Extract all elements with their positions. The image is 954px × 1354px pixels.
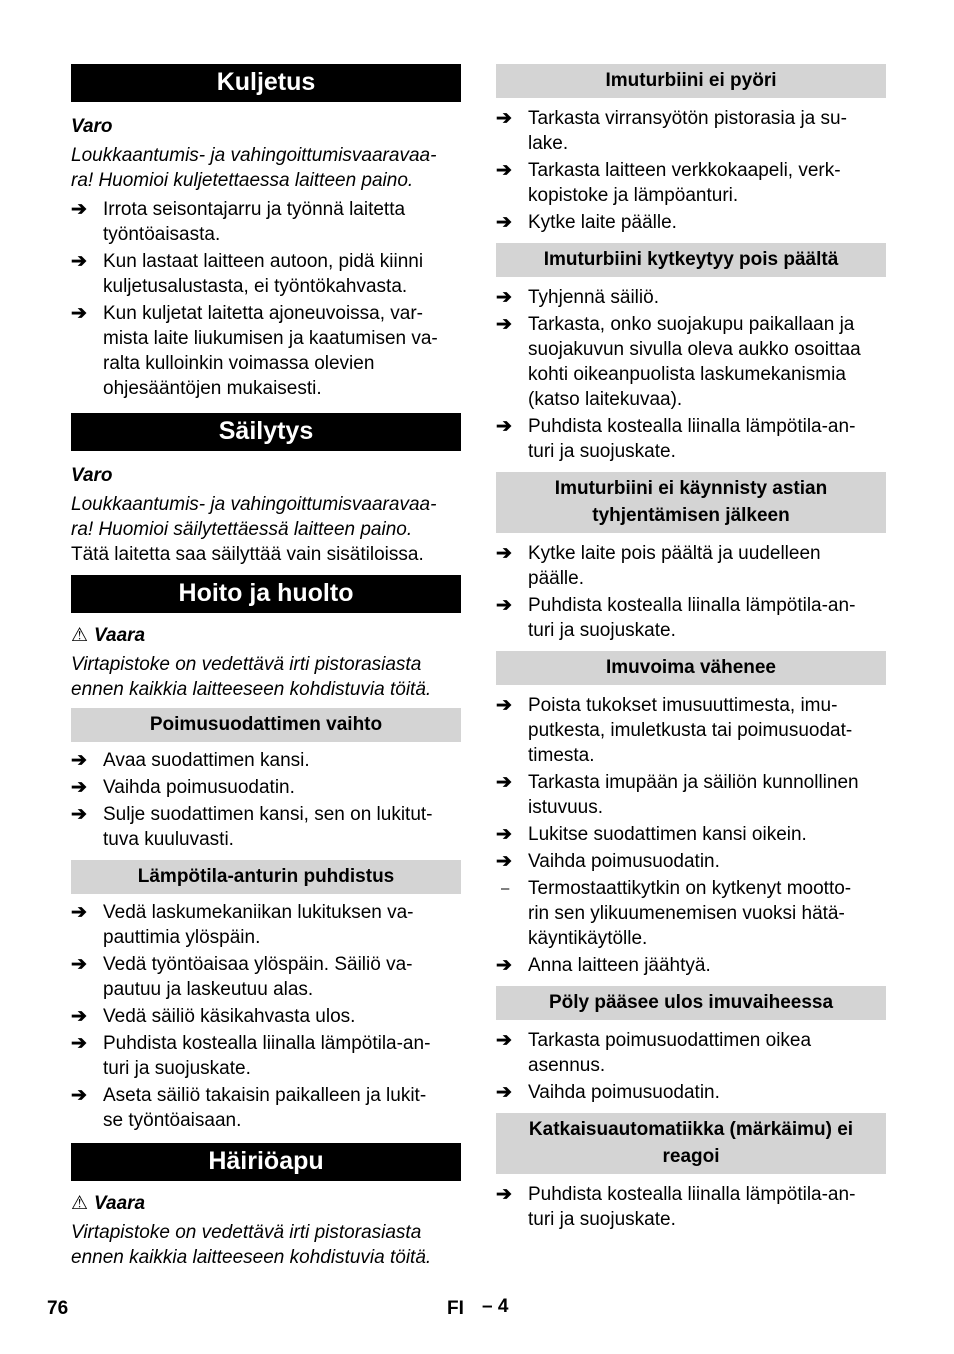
list-item: ➔ Aseta säiliö takaisin paikalleen ja lukit- se työntöaisaan. [71, 1085, 427, 1131]
arrow-icon: ➔ [496, 595, 512, 616]
caution-label: Varo [71, 465, 113, 486]
page-number: 76 [47, 1298, 69, 1319]
caution-label: Varo [71, 116, 113, 137]
list-item: ➔ Puhdista kostealla liinalla lämpötila-an- turi ja suojuskate. [496, 1184, 856, 1230]
list-item: ➔ Kun kuljetat laitetta ajoneuvoissa, var- mista laite liukumisen ja kaatumisen va- ralta kulloinkin voimassa olevien ohjesääntöjen mukaisesti. [71, 303, 438, 399]
list-item: ➔ Puhdista kostealla liinalla lämpötila-an- turi ja suojuskate. [71, 1033, 431, 1079]
list-item: ➔ Lukitse suodattimen kansi oikein. [496, 824, 807, 845]
list-item: ➔ Vaihda poimusuodatin. [496, 1082, 720, 1103]
list-item: ➔ Tarkasta imupään ja säiliön kunnollinen istuvuus. [496, 772, 859, 818]
list-item: ➔ Puhdista kostealla liinalla lämpötila-an- turi ja suojuskate. [496, 416, 856, 462]
dash-icon: – [501, 880, 510, 897]
storage-note: Tätä laitetta saa säilyttää vain sisätiloissa. [71, 544, 424, 565]
arrow-icon: ➔ [496, 772, 512, 793]
section-page: – 4 [482, 1296, 509, 1317]
arrow-icon: ➔ [71, 251, 87, 272]
arrow-icon: ➔ [496, 1082, 512, 1103]
list-item: ➔ Puhdista kostealla liinalla lämpötila-an- turi ja suojuskate. [496, 595, 856, 641]
arrow-icon: ➔ [71, 902, 87, 923]
arrow-icon: ➔ [496, 314, 512, 335]
arrow-icon: ➔ [71, 1006, 87, 1027]
left-column [71, 64, 461, 1270]
warning-icon: ⚠ [71, 625, 89, 646]
list-item: ➔ Tyhjennä säiliö. [496, 287, 659, 308]
arrow-icon: ➔ [496, 695, 512, 716]
danger-text: Virtapistoke on vedettävä irti pistorasiasta ennen kaikkia laitteeseen kohdistuvia töitä. [71, 654, 432, 700]
arrow-icon: ➔ [496, 212, 512, 233]
heading-sailytys: Säilytys [71, 413, 461, 451]
list-item: ➔ Vedä säiliö käsikahvasta ulos. [71, 1006, 356, 1027]
list-item: ➔ Kytke laite pois päältä ja uudelleen päälle. [496, 543, 821, 589]
list-item: ➔ Avaa suodattimen kansi. [71, 750, 310, 771]
language-code: FI [447, 1298, 464, 1319]
heading-kuljetus: Kuljetus [71, 64, 461, 102]
danger-label: ⚠ Vaara [71, 625, 146, 646]
warning-icon: ⚠ [71, 1193, 89, 1214]
arrow-icon: ➔ [71, 954, 87, 975]
caution-text: Loukkaantumis- ja vahingoittumisvaaravaa- ra! Huomioi kuljetettaessa laitteen paino. [71, 145, 437, 191]
list-item: ➔ Poista tukokset imusuuttimesta, imu- putkesta, imuletkusta tai poimusuodat- timesta. [496, 695, 853, 766]
arrow-icon: ➔ [71, 303, 87, 324]
list-item: ➔ Vaihda poimusuodatin. [496, 851, 720, 872]
list-item: ➔ Vaihda poimusuodatin. [71, 777, 295, 798]
subheading-imuturbiini-kytkeytyy: Imuturbiini kytkeytyy pois päältä [496, 243, 886, 277]
list-item: ➔ Sulje suodattimen kansi, sen on lukitut- tuva kuuluvasti. [71, 804, 433, 850]
arrow-icon: ➔ [496, 955, 512, 976]
heading-hairioapu: Häiriöapu [71, 1143, 461, 1181]
arrow-icon: ➔ [496, 543, 512, 564]
arrow-icon: ➔ [496, 1030, 512, 1051]
list-item: ➔ Irrota seisontajarru ja työnnä laitetta työntöaisasta. [71, 199, 406, 245]
arrow-icon: ➔ [71, 1085, 87, 1106]
list-item: ➔ Kytke laite päälle. [496, 212, 677, 233]
subheading-katkaisuautomatiikka: Katkaisuautomatiikka (märkäimu) ei reagoi [496, 1113, 886, 1174]
arrow-icon: ➔ [496, 287, 512, 308]
arrow-icon: ➔ [71, 750, 87, 771]
list-item: ➔ Kun lastaat laitteen autoon, pidä kiinni kuljetusalustasta, ei työntökahvasta. [71, 251, 424, 297]
subheading-poly-paasee-ulos: Pöly pääsee ulos imuvaiheessa [496, 986, 886, 1020]
arrow-icon: ➔ [496, 1184, 512, 1205]
danger-label: ⚠ Vaara [71, 1193, 146, 1214]
list-item: ➔ Anna laitteen jäähtyä. [496, 955, 711, 976]
arrow-icon: ➔ [71, 804, 87, 825]
list-item: ➔ Tarkasta, onko suojakupu paikallaan ja suojakuvun sivulla oleva aukko osoittaa kohti oikeanpuolista laskumekanismia (katso laitekuvaa). [496, 314, 861, 410]
subheading-imuturbiini-ei-kaynnisty: Imuturbiini ei käynnisty astian tyhjentämisen jälkeen [496, 472, 886, 533]
list-item: ➔ Tarkasta virransyötön pistorasia ja su- lake. [496, 108, 847, 154]
arrow-icon: ➔ [71, 1033, 87, 1054]
list-item: ➔ Vedä laskumekaniikan lukituksen va- pauttimia ylöspäin. [71, 902, 414, 948]
arrow-icon: ➔ [496, 160, 512, 181]
heading-hoito-ja-huolto: Hoito ja huolto [71, 575, 461, 613]
list-item: ➔ Tarkasta laitteen verkkokaapeli, verk- kopistoke ja lämpöanturi. [496, 160, 841, 206]
subheading-poimusuodattimen-vaihto: Poimusuodattimen vaihto [71, 708, 461, 742]
caution-text: Loukkaantumis- ja vahingoittumisvaaravaa- ra! Huomioi säilytettäessä laitteen paino. [71, 494, 437, 540]
subheading-lampotila-anturin-puhdistus: Lämpötila-anturin puhdistus [71, 860, 461, 894]
arrow-icon: ➔ [496, 851, 512, 872]
arrow-icon: ➔ [71, 199, 87, 220]
right-column [496, 64, 886, 1234]
list-item: ➔ Tarkasta poimusuodattimen oikea asennus. [496, 1030, 812, 1076]
subheading-imuvoima-vahenee: Imuvoima vähenee [496, 651, 886, 685]
arrow-icon: ➔ [496, 824, 512, 845]
arrow-icon: ➔ [71, 777, 87, 798]
danger-text: Virtapistoke on vedettävä irti pistorasiasta ennen kaikkia laitteeseen kohdistuvia töitä. [71, 1222, 432, 1268]
list-item: ➔ Vedä työntöaisaa ylöspäin. Säiliö va- pautuu ja laskeutuu alas. [71, 954, 413, 1000]
subheading-imuturbiini-ei-pyori: Imuturbiini ei pyöri [496, 64, 886, 98]
arrow-icon: ➔ [496, 108, 512, 129]
list-item-dash: – Termostaattikytkin on kytkenyt mootto- rin sen ylikuumenemisen vuoksi hätä- käyntikäytölle. [501, 878, 852, 949]
arrow-icon: ➔ [496, 416, 512, 437]
